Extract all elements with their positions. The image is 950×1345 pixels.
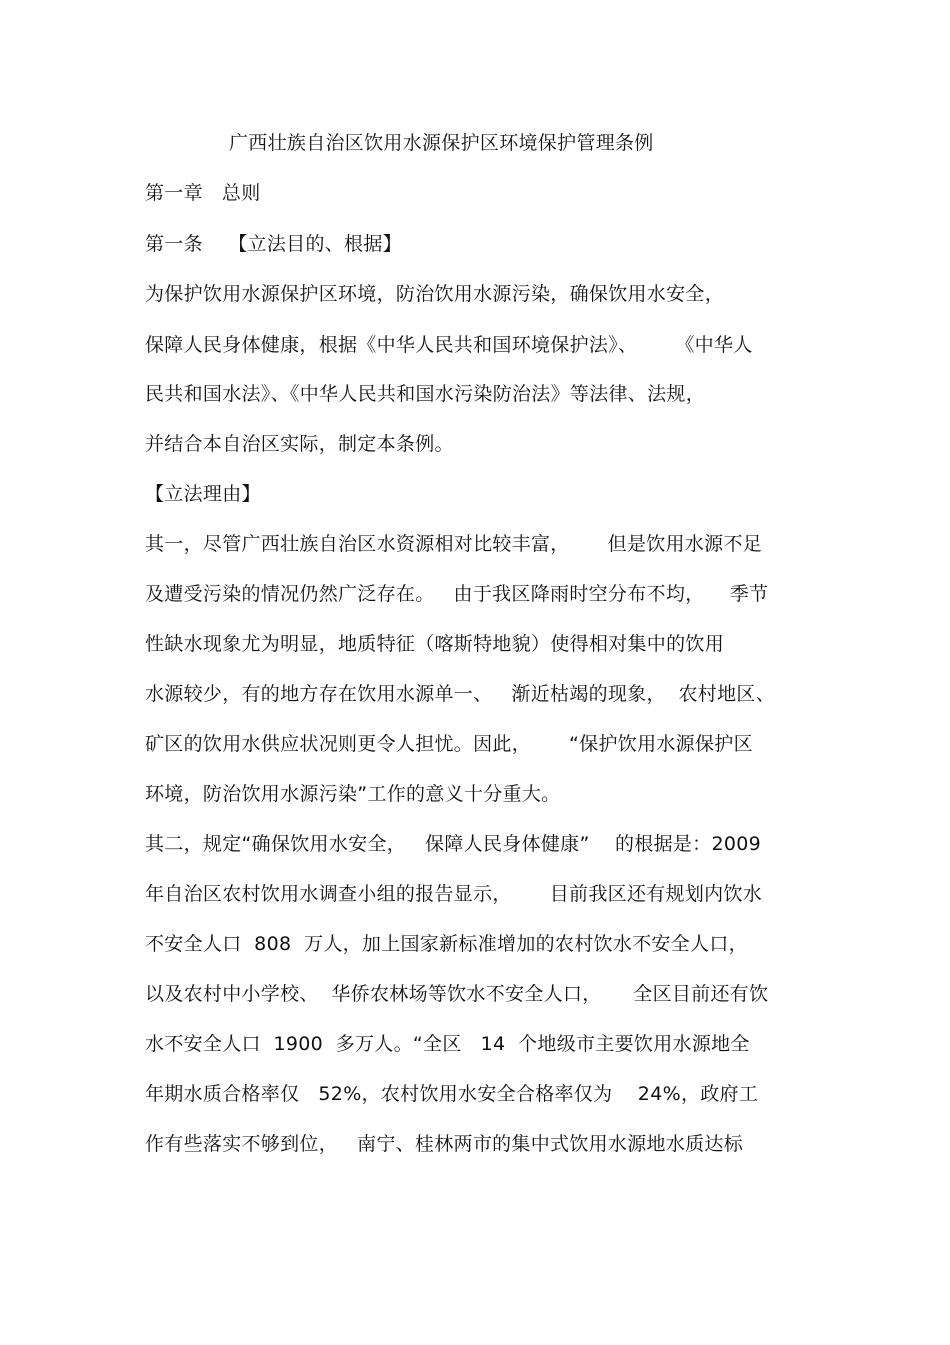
text-line: 及遭受污染的情况仍然广泛存在。 由于我区降雨时空分布不均， 季节: [145, 583, 769, 605]
text-line: 环境，防治饮用水源污染”工作的意义十分重大。: [145, 783, 561, 805]
text-line: 其一，尽管广西壮族自治区水资源相对比较丰富， 但是饮用水源不足: [145, 533, 763, 555]
text-line: 民共和国水法》、《中华人民共和国水污染防治法》等法律、法规，: [145, 383, 706, 405]
text-line: 年自治区农村饮用水调查小组的报告显示， 目前我区还有规划内饮水: [145, 883, 763, 905]
text-line: 水源较少，有的地方存在饮用水源单一、 渐近枯竭的现象， 农村地区、: [145, 683, 775, 705]
text-line: 性缺水现象尤为明显，地质特征（喀斯特地貌）使得相对集中的饮用: [145, 633, 725, 655]
text-line: 水不安全人口 1900 多万人。“全区 14 个地级市主要饮用水源地全: [145, 1033, 750, 1055]
text-line: 矿区的饮用水供应状况则更令人担忧。因此， “保护饮用水源保护区: [145, 733, 753, 755]
document-title: 广西壮族自治区饮用水源保护区环境保护管理条例: [229, 132, 654, 154]
text-line: 作有些落实不够到位， 南宁、桂林两市的集中式饮用水源地水质达标: [145, 1133, 744, 1155]
text-line: 以及农村中小学校、 华侨农林场等饮水不安全人口， 全区目前还有饮: [145, 983, 769, 1005]
text-line: 年期水质合格率仅 52%，农村饮用水安全合格率仅为 24%，政府工: [145, 1083, 759, 1105]
text-line: 其二，规定“确保饮用水安全， 保障人民身体健康” 的根据是：2009: [145, 833, 762, 855]
chapter-heading: 第一章 总则: [145, 182, 261, 204]
text-line: 并结合本自治区实际，制定本条例。: [145, 433, 454, 455]
section-heading: 【立法理由】: [145, 483, 261, 505]
text-line: 不安全人口 808 万人，加上国家新标准增加的农村饮水不安全人口，: [145, 933, 748, 955]
text-line: 为保护饮用水源保护区环境，防治饮用水源污染，确保饮用水安全，: [145, 283, 725, 305]
article-heading: 第一条 【立法目的、根据】: [145, 233, 402, 255]
text-line: 保障人民身体健康，根据《中华人民共和国环境保护法》、 《中华人: [145, 334, 753, 356]
